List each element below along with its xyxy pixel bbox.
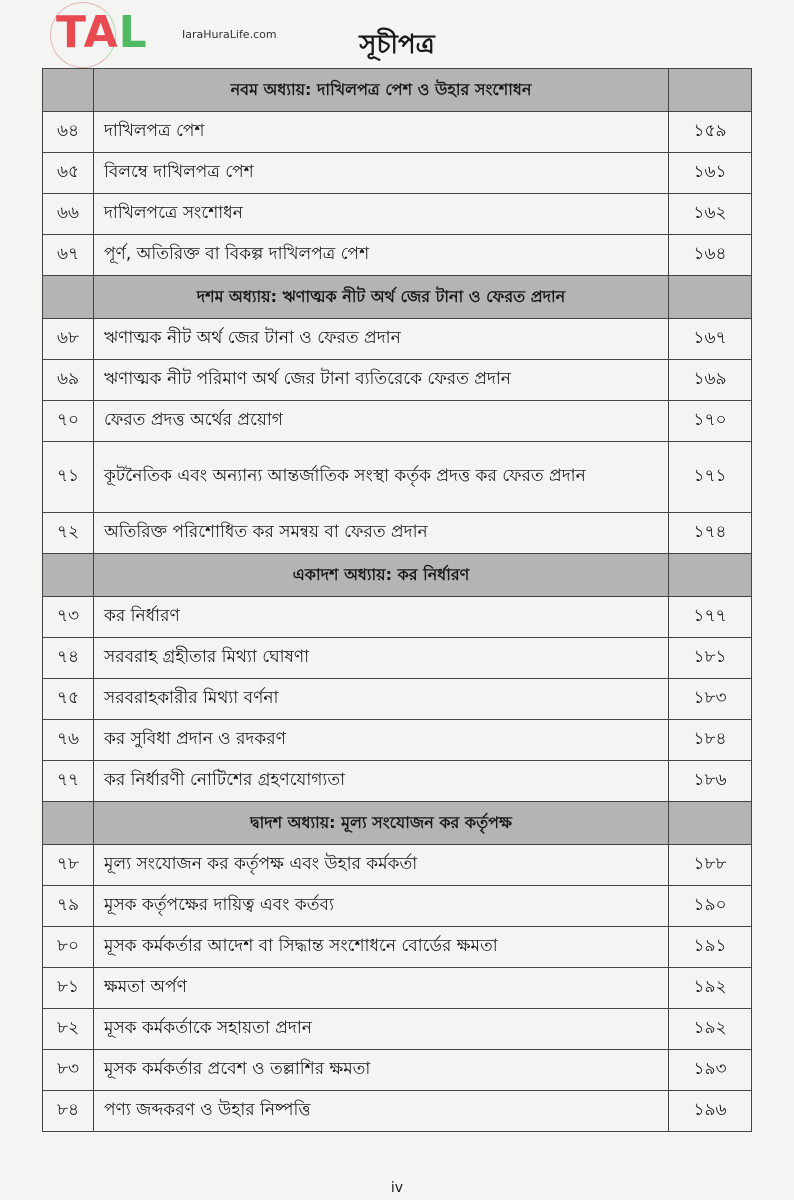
page-ref: ১৮৪ [669, 720, 752, 761]
section-title: মূসক কর্মকর্তার প্রবেশ ও তল্লাশির ক্ষমতা [94, 1050, 669, 1091]
chapter-heading: একাদশ অধ্যায়: কর নির্ধারণ [94, 554, 669, 597]
page-ref: ১৭১ [669, 442, 752, 513]
section-number: ৮৪ [43, 1091, 94, 1132]
section-number: ৮৩ [43, 1050, 94, 1091]
page-ref: ১৮৩ [669, 679, 752, 720]
toc-entry-row [43, 235, 752, 276]
page-ref: ১৬৪ [669, 235, 752, 276]
section-number: ৬৪ [43, 112, 94, 153]
section-title: মূল্য সংযোজন কর কর্তৃপক্ষ এবং উহার কর্মকর্তা [94, 845, 669, 886]
section-number: ৮২ [43, 1009, 94, 1050]
section-title: ফেরত প্রদত্ত অর্থের প্রয়োগ [94, 401, 669, 442]
section-number: ৬৬ [43, 194, 94, 235]
section-number: ৭৪ [43, 638, 94, 679]
toc-entry-row [43, 679, 752, 720]
section-number: ৬৫ [43, 153, 94, 194]
section-number: ৭৩ [43, 597, 94, 638]
section-number: ৭৭ [43, 761, 94, 802]
toc-entry-row [43, 194, 752, 235]
page-ref: ১৯২ [669, 1009, 752, 1050]
page-ref: ১৬২ [669, 194, 752, 235]
section-title: কূটনৈতিক এবং অন্যান্য আন্তর্জাতিক সংস্থা কর্তৃক প্রদত্ত কর ফেরত প্রদান [94, 442, 669, 513]
page-ref: ১৭৪ [669, 513, 752, 554]
page-ref: ১৯১ [669, 927, 752, 968]
toc-entry-row [43, 513, 752, 554]
toc-entry-row [43, 319, 752, 360]
toc-entry-row [43, 720, 752, 761]
toc-entry-row [43, 597, 752, 638]
page-ref: ১৮৮ [669, 845, 752, 886]
section-title: দাখিলপত্র পেশ [94, 112, 669, 153]
section-title: অতিরিক্ত পরিশোধিত কর সমন্বয় বা ফেরত প্রদান [94, 513, 669, 554]
toc-entry-row [43, 112, 752, 153]
chapter-heading-row [43, 802, 752, 845]
chapter-heading-row [43, 554, 752, 597]
toc-entry-row [43, 927, 752, 968]
section-number: ৭৯ [43, 886, 94, 927]
section-number: ৭৮ [43, 845, 94, 886]
section-title: ক্ষমতা অর্পণ [94, 968, 669, 1009]
page-ref: ১৮৬ [669, 761, 752, 802]
toc-entry-row [43, 761, 752, 802]
chapter-heading: নবম অধ্যায়: দাখিলপত্র পেশ ও উহার সংশোধন [94, 69, 669, 112]
page-ref: ১৯৩ [669, 1050, 752, 1091]
page-ref: ১৯৬ [669, 1091, 752, 1132]
section-number: ৭৬ [43, 720, 94, 761]
watermark-logo: TAL [56, 7, 148, 58]
section-title: বিলম্বে দাখিলপত্র পেশ [94, 153, 669, 194]
section-number: ৭০ [43, 401, 94, 442]
section-number: ৮১ [43, 968, 94, 1009]
section-title: কর সুবিধা প্রদান ও রদকরণ [94, 720, 669, 761]
section-number: ৬৮ [43, 319, 94, 360]
page-number: iv [390, 1180, 404, 1196]
toc-entry-row [43, 153, 752, 194]
contents-table [42, 68, 752, 1132]
toc-entry-row [43, 1050, 752, 1091]
section-title: সরবরাহকারীর মিথ্যা বর্ণনা [94, 679, 669, 720]
toc-entry-row [43, 638, 752, 679]
section-number: ৭২ [43, 513, 94, 554]
section-number: ৭৫ [43, 679, 94, 720]
toc-entry-row [43, 1009, 752, 1050]
toc-entry-row [43, 1091, 752, 1132]
page-ref: ১৬৯ [669, 360, 752, 401]
section-title: পণ্য জব্দকরণ ও উহার নিষ্পত্তি [94, 1091, 669, 1132]
section-title: মূসক কর্মকর্তার আদেশ বা সিদ্ধান্ত সংশোধনে বোর্ডের ক্ষমতা [94, 927, 669, 968]
toc-entry-row [43, 968, 752, 1009]
chapter-heading: দশম অধ্যায়: ঋণাত্মক নীট অর্থ জের টানা ও ফেরত প্রদান [94, 276, 669, 319]
chapter-heading-row [43, 69, 752, 112]
page-ref: ১৭০ [669, 401, 752, 442]
chapter-heading: দ্বাদশ অধ্যায়: মূল্য সংযোজন কর কর্তৃপক্ষ [94, 802, 669, 845]
section-title: কর নির্ধারণ [94, 597, 669, 638]
page-ref: ১৫৯ [669, 112, 752, 153]
page-title: সূচীপত্র [359, 30, 435, 60]
page-ref: ১৬১ [669, 153, 752, 194]
section-title: ঋণাত্মক নীট অর্থ জের টানা ও ফেরত প্রদান [94, 319, 669, 360]
section-title: দাখিলপত্রে সংশোধন [94, 194, 669, 235]
toc-entry-row [43, 360, 752, 401]
section-title: মূসক কর্মকর্তাকে সহায়তা প্রদান [94, 1009, 669, 1050]
section-title: মূসক কর্তৃপক্ষের দায়িত্ব এবং কর্তব্য [94, 886, 669, 927]
page-ref: ১৭৭ [669, 597, 752, 638]
toc-entry-row [43, 845, 752, 886]
section-title: পূর্ণ, অতিরিক্ত বা বিকল্প দাখিলপত্র পেশ [94, 235, 669, 276]
section-number: ৬৯ [43, 360, 94, 401]
section-title: সরবরাহ গ্রহীতার মিথ্যা ঘোষণা [94, 638, 669, 679]
section-number: ৭১ [43, 442, 94, 513]
toc-entry-row [43, 442, 752, 513]
chapter-heading-row [43, 276, 752, 319]
section-number: ৬৭ [43, 235, 94, 276]
toc-entry-row [43, 886, 752, 927]
watermark-site: IaraHuraLife.com [182, 28, 277, 41]
section-number: ৮০ [43, 927, 94, 968]
page-ref: ১৬৭ [669, 319, 752, 360]
toc-entry-row [43, 401, 752, 442]
section-title: কর নির্ধারণী নোটিশের গ্রহণযোগ্যতা [94, 761, 669, 802]
page-ref: ১৮১ [669, 638, 752, 679]
page-ref: ১৯২ [669, 968, 752, 1009]
section-title: ঋণাত্মক নীট পরিমাণ অর্থ জের টানা ব্যতিরেকে ফেরত প্রদান [94, 360, 669, 401]
page-ref: ১৯০ [669, 886, 752, 927]
